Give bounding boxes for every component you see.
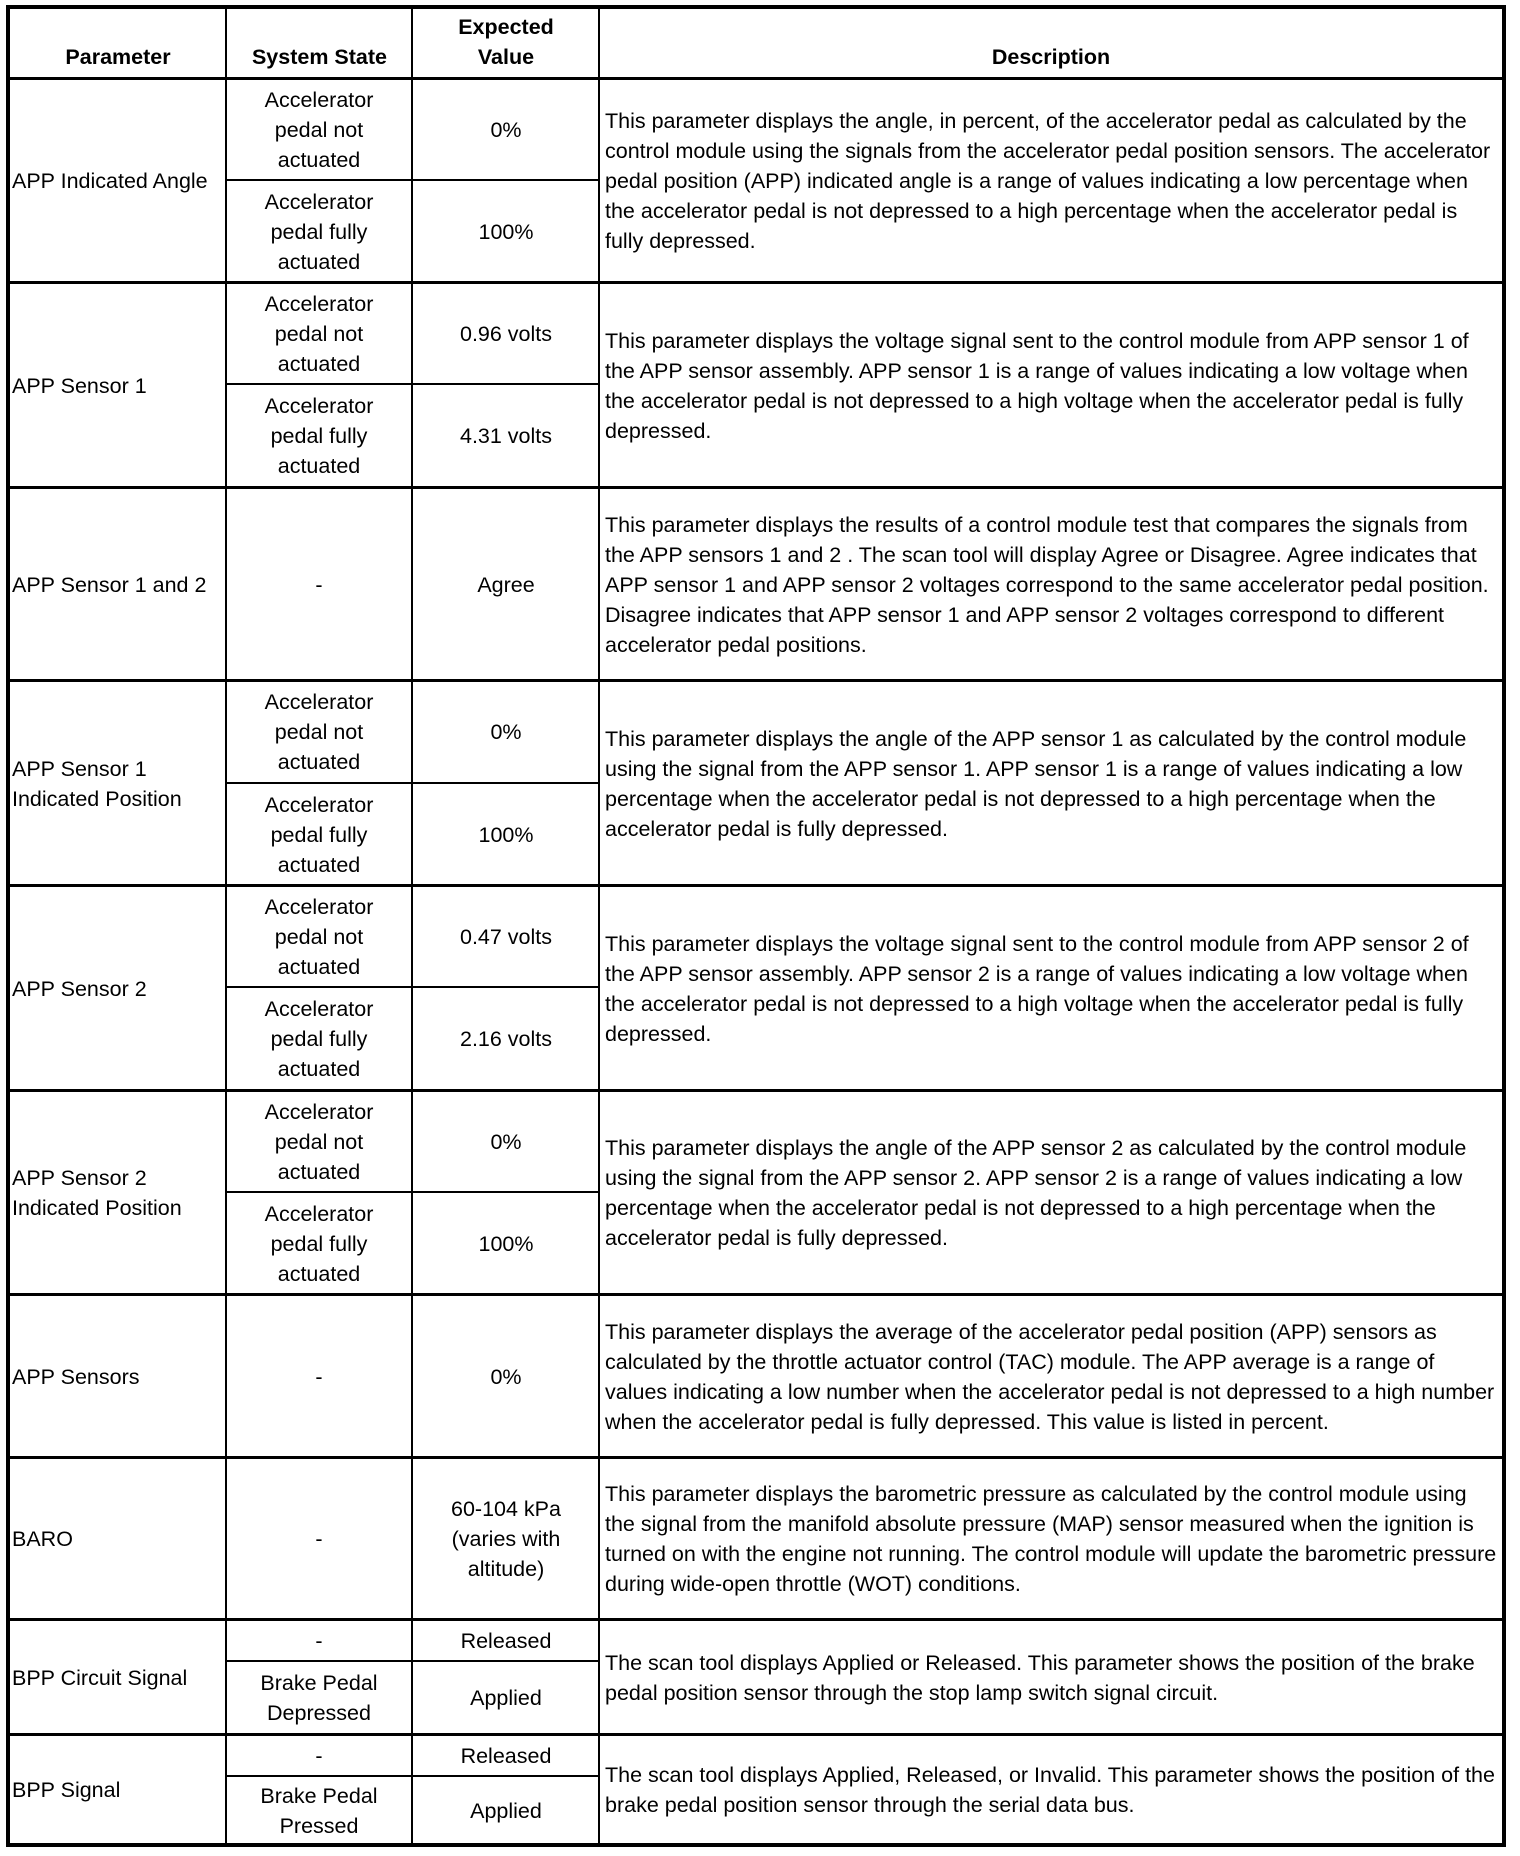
expected-value: 100% [478,822,534,847]
expected-value: 100% [478,219,534,244]
system-state: - [315,572,323,597]
parameter-name: APP Sensor 1 and 2 [12,572,207,597]
system-state: - [315,1629,323,1653]
parameter-name: BARO [12,1527,73,1551]
expected-value: 2.16 volts [459,1027,553,1051]
system-state: - [315,1744,323,1768]
header-description: Description [991,45,1111,69]
header-parameter: Parameter [65,45,171,69]
system-state: Accelerator pedal fully actuated [264,997,374,1081]
system-state: Accelerator pedal fully actuated [264,1201,374,1286]
expected-value: Released [460,1744,552,1768]
parameter-name: BPP Signal [12,1778,121,1802]
expected-value: Released [460,1629,552,1653]
system-state: Brake Pedal Depressed [260,1671,378,1725]
expected-value: 60-104 kPa (varies with altitude) [451,1497,561,1581]
system-state: Accelerator pedal not actuated [264,1100,374,1184]
parameter-name: APP Sensor 2 Indicated Position [12,1166,182,1220]
expected-value: Applied [470,1686,542,1710]
parameter-name: APP Sensor 1 [12,373,147,398]
parameter-name: APP Indicated Angle [12,169,208,193]
description: This parameter displays the angle of the APP sensor 2 as calculated by the control module using the signal from the APP sensor 2. APP sensor 2 is a range of values indicating a low percentage when the accelerator pedal is not depressed to a high percentage when the accelerator pedal is fully depressed. [605,1136,1467,1250]
system-state: Accelerator pedal not actuated [264,88,374,172]
description: This parameter displays the angle, in percent, of the accelerator pedal as calculated by the control module using the signals from the accelerator pedal position sensors. The accelerator pedal position (APP) indicated angle is a range of values indicating a low percentage when the accelerator pedal is not depressed to a high percentage when the accelerator pedal is fully depressed. [605,109,1491,253]
parameter-name: BPP Circuit Signal [12,1665,188,1690]
system-state: Accelerator pedal not actuated [264,690,374,774]
expected-value: 0% [490,1364,522,1389]
system-state: Accelerator pedal fully actuated [264,189,374,274]
parameter-name: APP Sensor 1 Indicated Position [12,756,182,811]
description: This parameter displays the barometric pressure as calculated by the control module using the signal from the manifold absolute pressure (MAP) sensor measured when the ignition is turned on with the engine not running. The control module will update the barometric pressure during wide-open throttle (WOT) conditions. [605,1482,1497,1596]
header-expected-value: Expected Value [458,15,554,69]
expected-value: 4.31 volts [459,424,553,448]
expected-value: Applied [470,1798,542,1823]
description: This parameter displays the voltage signal sent to the control module from APP sensor 2 of the APP sensor assembly. APP sensor 2 is a range of values indicating a low voltage when the accelerator pedal is not depressed to a high voltage when the accelerator pedal is fully depressed. [605,931,1469,1046]
description: The scan tool displays Applied or Released. This parameter shows the position of the brake pedal position sensor through the stop lamp switch signal circuit. [605,1650,1475,1705]
expected-value: 0.47 volts [459,925,553,949]
parameter-name: APP Sensors [12,1364,140,1389]
expected-value: 0.96 volts [459,322,553,346]
expected-value: 0% [490,1130,522,1154]
description: The scan tool displays Applied, Released, or Invalid. This parameter shows the position of the brake pedal position sensor through the serial data bus. [605,1763,1495,1817]
system-state: Accelerator pedal not actuated [264,895,374,979]
system-state: - [315,1364,323,1389]
expected-value: 0% [490,118,522,142]
expected-value: Agree [477,572,535,597]
system-state: Accelerator pedal fully actuated [264,792,374,877]
description: This parameter displays the angle of the APP sensor 1 as calculated by the control module using the signal from the APP sensor 1. APP sensor 1 is a range of values indicating a low percentage when the accelerator pedal is not depressed to a high percentage when the accelerator pedal is fully depressed. [605,726,1467,841]
expected-value: 100% [478,1231,534,1256]
description: This parameter displays the average of the accelerator pedal position (APP) sensors as calculated by the throttle actuator control (TAC) module. The APP average is a range of values indicating a low number when the accelerator pedal is not depressed to a high number when the accelerator pedal is fully depressed. This value is listed in percent. [605,1319,1495,1434]
system-state: - [315,1527,323,1551]
system-state: Brake Pedal Pressed [260,1783,378,1838]
description: This parameter displays the results of a control module test that compares the signals from the APP sensors 1 and 2 . The scan tool will display Agree or Disagree. Agree indicates that APP sensor 1 and APP sensor 2 voltages correspond to the same accelerator pedal position. Disagree indicates that APP sensor 1 and APP sensor 2 voltages correspond to different accelerator pedal positions. [605,512,1489,657]
header-system-state: System State [251,45,388,69]
system-state: Accelerator pedal fully actuated [264,394,374,478]
expected-value: 0% [490,720,522,744]
description: This parameter displays the voltage signal sent to the control module from APP sensor 1 of the APP sensor assembly. APP sensor 1 is a range of values indicating a low voltage when the accelerator pedal is not depressed to a high voltage when the accelerator pedal is fully depressed. [605,328,1469,443]
parameter-name: APP Sensor 2 [12,976,147,1001]
system-state: Accelerator pedal not actuated [264,292,374,376]
